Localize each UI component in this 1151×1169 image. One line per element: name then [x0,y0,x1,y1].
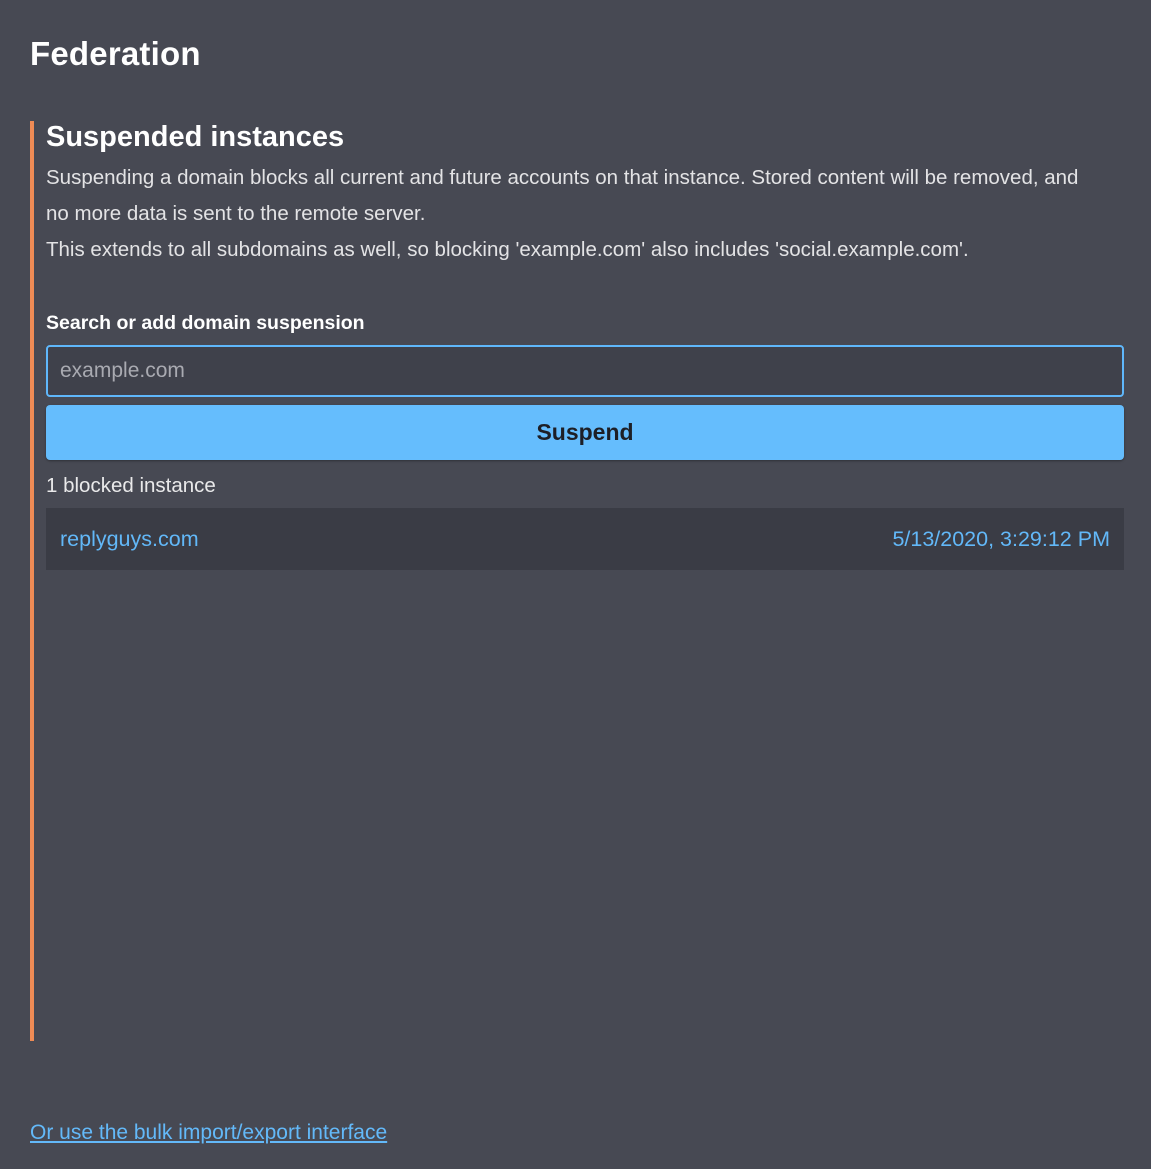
instance-domain[interactable]: replyguys.com [60,526,199,551]
description-line-2: This extends to all subdomains as well, so blocking 'example.com' also includes 'social.example.com'. [46,238,969,261]
table-row[interactable] [46,508,1124,570]
blocked-instance-count: 1 blocked instance [46,474,216,497]
blocked-instance-list [46,508,1124,570]
domain-search-input[interactable] [46,345,1124,397]
domain-field-label: Search or add domain suspension [46,312,365,334]
instance-blocked-date: 5/13/2020, 3:29:12 PM [892,526,1110,551]
section-description [46,160,1106,268]
footer [30,1121,387,1145]
suspend-button[interactable]: Suspend [46,405,1124,460]
suspended-instances-section [30,121,1121,1041]
bulk-import-export-link[interactable]: Or use the bulk import/export interface [30,1121,388,1144]
page-title: Federation [30,35,201,72]
description-line-1: Suspending a domain blocks all current and future accounts on that instance. Stored content will be removed, and no more data is sent to the remote server. [46,166,1079,225]
section-title: Suspended instances [46,121,345,153]
